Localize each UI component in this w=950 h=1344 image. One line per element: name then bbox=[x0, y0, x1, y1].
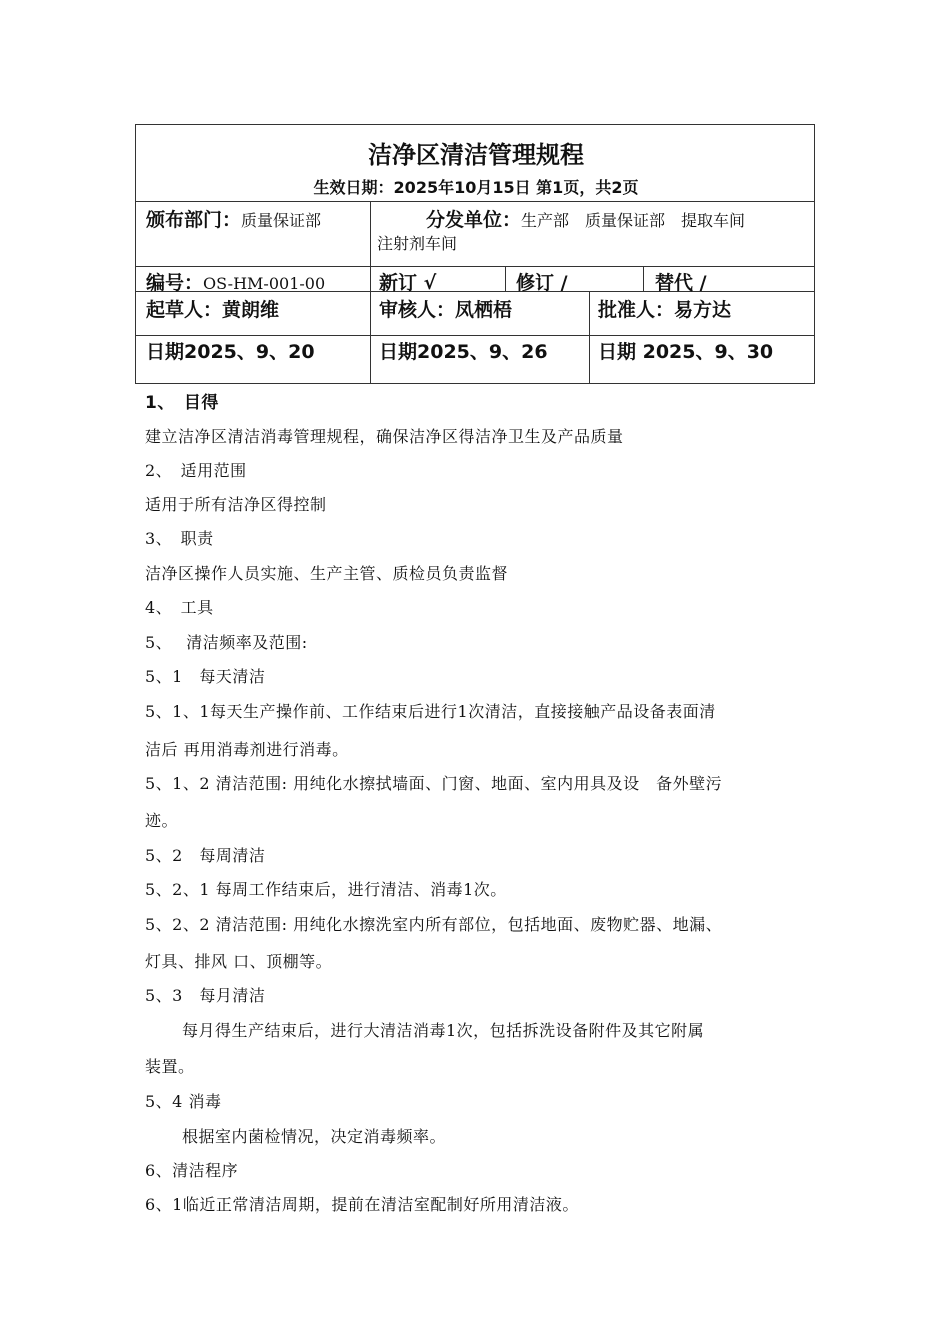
distribution bbox=[426, 205, 745, 232]
section-5-2-2-line-1: 5、2、2 清洁范围: 用纯化水擦洗室内所有部位，包括地面、废物贮器、地漏、 bbox=[145, 915, 723, 934]
section-2-title: 2、 适用范围 bbox=[145, 461, 247, 480]
section-5-4-title: 5、4 消毒 bbox=[145, 1092, 222, 1111]
section-5-3-line-2: 装置。 bbox=[145, 1057, 195, 1076]
section-5-3-line-1: 每月得生产结束后，进行大清洁消毒1次，包括拆洗设备附件及其它附属 bbox=[182, 1021, 705, 1040]
issuing-dept-label: 颁布部门： bbox=[146, 209, 242, 231]
doc-code bbox=[146, 268, 325, 295]
issuing-dept bbox=[146, 205, 321, 232]
issuing-dept-value: 质量保证部 bbox=[241, 211, 322, 230]
draft-date: 日期2025、9、20 bbox=[146, 341, 315, 363]
section-5-1-2-line-1: 5、1、2 清洁范围: 用纯化水擦拭墙面、门窗、地面、室内用具及设 备外壁污 bbox=[145, 774, 723, 793]
section-5-2-2-line-2: 灯具、排风 口、顶棚等。 bbox=[145, 952, 333, 971]
distribution-value-2: 注射剂车间 bbox=[377, 234, 458, 253]
drafter: 起草人：黄朗维 bbox=[146, 299, 280, 321]
distribution-label: 分发单位： bbox=[426, 209, 522, 231]
review-date: 日期2025、9、26 bbox=[379, 341, 548, 363]
distribution-value-1: 生产部 质量保证部 提取车间 bbox=[521, 211, 746, 230]
section-5-1-2-line-2: 迹。 bbox=[145, 811, 179, 830]
revision-mark: 修订 / bbox=[516, 272, 568, 294]
section-5-1-title: 5、1 每天清洁 bbox=[145, 667, 266, 686]
reviewer: 审核人：凤栖梧 bbox=[379, 299, 513, 321]
section-1-text: 建立洁净区清洁消毒管理规程，确保洁净区得洁净卫生及产品质量 bbox=[145, 427, 624, 446]
doc-code-label: 编号： bbox=[146, 272, 204, 294]
approver: 批准人：易方达 bbox=[598, 299, 732, 321]
new-version-mark: 新订 √ bbox=[379, 272, 437, 294]
section-5-1-1-line-2: 洁后 再用消毒剂进行消毒。 bbox=[145, 740, 349, 759]
section-1-title: 1、 目得 bbox=[145, 393, 219, 413]
section-3-text: 洁净区操作人员实施、生产主管、质检员负责监督 bbox=[145, 564, 509, 583]
section-5-4-text: 根据室内菌检情况，决定消毒频率。 bbox=[182, 1127, 447, 1146]
section-5-2-1: 5、2、1 每周工作结束后，进行清洁、消毒1次。 bbox=[145, 880, 507, 899]
section-5-title: 5、 清洁频率及范围: bbox=[145, 633, 308, 652]
section-2-text: 适用于所有洁净区得控制 bbox=[145, 495, 327, 514]
section-5-2-title: 5、2 每周清洁 bbox=[145, 846, 266, 865]
replacement-mark: 替代 / bbox=[655, 272, 707, 294]
section-6-1: 6、1临近正常清洁周期，提前在清洁室配制好所用清洁液。 bbox=[145, 1195, 579, 1214]
document-title: 洁净区清洁管理规程 bbox=[368, 141, 584, 169]
effective-date-line: 生效日期：2025年10月15日 第1页，共2页 bbox=[313, 178, 639, 197]
approve-date: 日期 2025、9、30 bbox=[598, 341, 774, 363]
section-5-1-1-line-1: 5、1、1每天生产操作前、工作结束后进行1次清洁，直接接触产品设备表面清 bbox=[145, 702, 716, 721]
doc-code-value: OS-HM-001-00 bbox=[203, 274, 326, 293]
section-5-3-title: 5、3 每月清洁 bbox=[145, 986, 266, 1005]
section-4-title: 4、 工具 bbox=[145, 598, 214, 617]
header-table bbox=[135, 124, 815, 384]
section-3-title: 3、 职责 bbox=[145, 529, 214, 548]
section-6-title: 6、清洁程序 bbox=[145, 1161, 239, 1180]
